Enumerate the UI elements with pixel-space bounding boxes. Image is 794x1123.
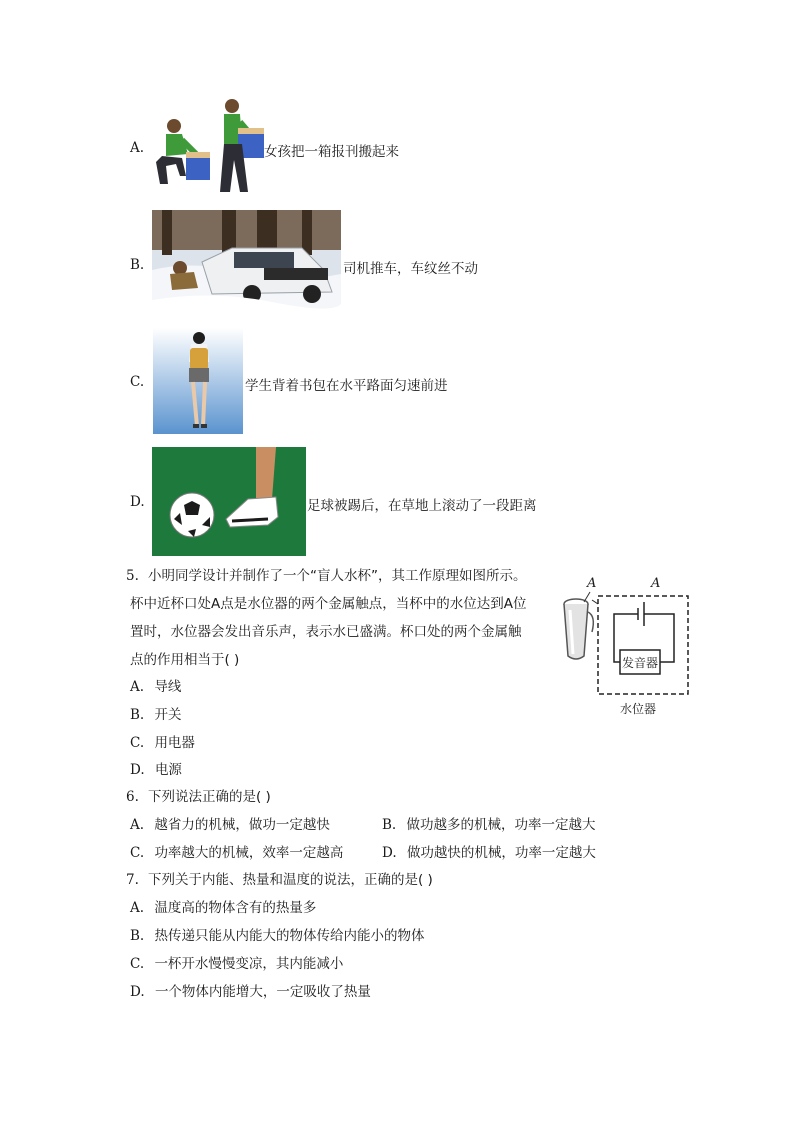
- contact-label-a-right: A: [651, 576, 661, 591]
- sounder-label: 发音器: [622, 656, 659, 670]
- question-stem-line: 点的作用相当于( ): [130, 652, 240, 668]
- question-number: 7.: [126, 872, 139, 888]
- question-number: 6.: [126, 789, 139, 805]
- option-letter: B.: [130, 928, 145, 944]
- option-letter: B.: [130, 707, 145, 723]
- option-letter: B.: [382, 817, 397, 833]
- option-b: [382, 815, 596, 835]
- option-text: 一杯开水慢慢变凉，其内能减小: [154, 956, 344, 972]
- option-text: 用电器: [154, 735, 195, 751]
- question-stem: 下列说法正确的是( ): [148, 789, 271, 805]
- girl-lifting-box-photo: [152, 96, 264, 198]
- option-letter: A.: [130, 140, 145, 156]
- option-letter: A.: [130, 817, 145, 833]
- option-letter: C.: [130, 956, 145, 972]
- option-a: [130, 898, 316, 918]
- option-text: 女孩把一箱报刊搬起来: [264, 144, 399, 160]
- option-c: [130, 733, 195, 753]
- option-letter: D.: [130, 762, 145, 778]
- option-text: 电源: [154, 762, 182, 778]
- option-text: 做功越快的机械，功率一定越大: [406, 845, 596, 861]
- option-d: [130, 982, 371, 1002]
- option-letter: A.: [130, 900, 145, 916]
- option-text: 一个物体内能增大，一定吸收了热量: [154, 984, 371, 1000]
- option-text: 功率越大的机械，效率一定越高: [154, 845, 344, 861]
- option-b: [130, 705, 182, 725]
- option-letter: A.: [130, 679, 145, 695]
- option-letter: C.: [130, 374, 145, 390]
- student-walking-with-backpack-photo: [153, 328, 243, 434]
- cup-drawing: [564, 599, 593, 659]
- option-a: [130, 815, 330, 835]
- option-c: [130, 954, 343, 974]
- option-text: 热传递只能从内能大的物体传给内能小的物体: [154, 928, 425, 944]
- question-number: 5.: [126, 568, 139, 584]
- option-a: [130, 677, 181, 697]
- football-kicked-on-grass-photo: [152, 447, 306, 556]
- option-c: [130, 843, 343, 863]
- option-d: [382, 843, 596, 863]
- question-stem: 下列关于内能、热量和温度的说法，正确的是( ): [148, 872, 433, 888]
- option-letter: C.: [130, 845, 145, 861]
- option-text: 温度高的物体含有的热量多: [154, 900, 317, 916]
- option-letter: D.: [130, 494, 145, 510]
- option-text: 开关: [154, 707, 182, 723]
- question-stem-line: 杯中近杯口处A点是水位器的两个金属触点，当杯中的水位达到A位: [130, 596, 527, 612]
- option-text: 司机推车，车纹丝不动: [343, 261, 478, 277]
- option-letter: D.: [382, 845, 397, 861]
- option-text: 导线: [154, 679, 182, 695]
- option-letter: C.: [130, 735, 145, 751]
- question-stem-line: 置时，水位器会发出音乐声，表示水已盛满。杯口处的两个金属触: [130, 624, 522, 640]
- option-d: [130, 760, 182, 780]
- figure-caption: 水位器: [620, 702, 657, 716]
- contact-label-a-left: A: [587, 576, 597, 591]
- option-b: [130, 926, 425, 946]
- water-level-device-figure: [556, 574, 696, 722]
- option-text: 足球被踢后，在草地上滚动了一段距离: [307, 498, 537, 514]
- option-letter: D.: [130, 984, 145, 1000]
- question-stem-line: 小明同学设计并制作了一个“盲人水杯”，其工作原理如图所示。: [148, 568, 527, 584]
- option-text: 越省力的机械，做功一定越快: [154, 817, 330, 833]
- driver-pushing-car-in-snow-photo: [152, 210, 341, 317]
- option-text: 学生背着书包在水平路面匀速前进: [245, 378, 448, 394]
- option-text: 做功越多的机械，功率一定越大: [406, 817, 596, 833]
- option-letter: B.: [130, 257, 145, 273]
